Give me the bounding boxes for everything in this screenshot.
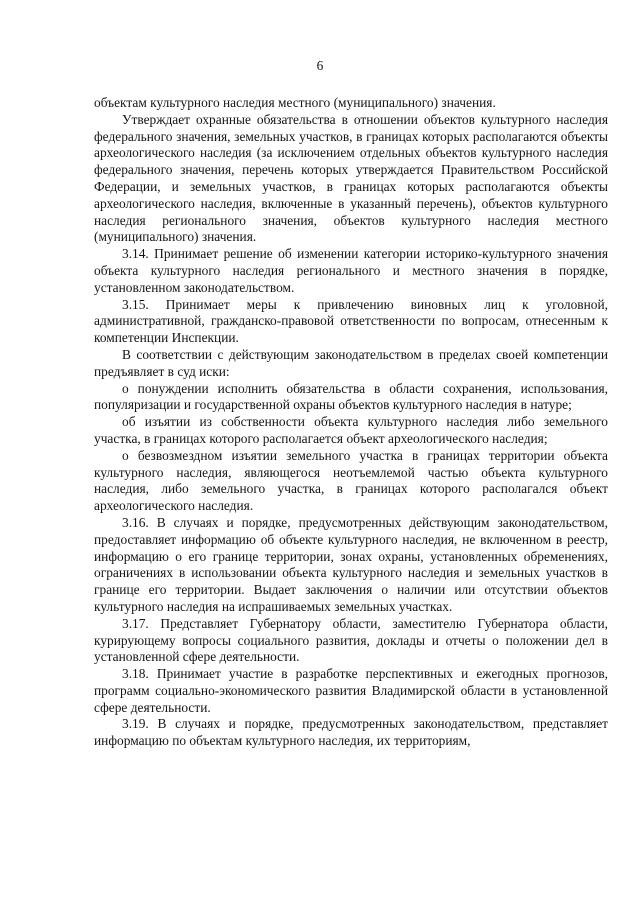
paragraph-claim-enforcement: о понуждении исполнить обязательства в области сохранения, использования, популяризации и государственной охраны объектов культурного наследия в натуре; <box>94 380 608 413</box>
paragraph-claim-free-seizure: о безвозмездном изъятии земельного участка в границах территории объекта культурного наследия, являющегося неотъемлемой частью объекта культурного наследия, либо земельного участка, в границах которого располагался объект археологического наследия. <box>94 447 608 514</box>
paragraph-3-17: 3.17. Представляет Губернатору области, заместителю Губернатора области, курирующему вопросы социального развития, доклады и отчеты о положении дел в установленной сфере деятельности. <box>94 615 608 665</box>
document-body <box>94 95 608 750</box>
paragraph-3-15: 3.15. Принимает меры к привлечению виновных лиц к уголовной, административной, гражданско-правовой ответственности по вопросам, отнесенным к компетенции Инспекции. <box>94 296 608 346</box>
paragraph-3-16: 3.16. В случаях и порядке, предусмотренных действующим законодательством, предоставляет информацию об объекте культурного наследия, не включенном в реестр, информацию о его границе территории, зонах охраны, установленных обременениях, ограничениях в использовании объекта культурного наследия и земельных участков в границе его территории. Выдает заключения о наличии или отсутствии объектов культурного наследия на испрашиваемых земельных участках. <box>94 514 608 614</box>
paragraph-continuation: объектам культурного наследия местного (муниципального) значения. <box>94 95 496 110</box>
paragraph-3-14: 3.14. Принимает решение об изменении категории историко-культурного значения объекта культурного наследия регионального и местного значения в порядке, установленном законодательством. <box>94 246 608 295</box>
paragraph-court-claims-intro: В соответствии с действующим законодательством в пределах своей компетенции предъявляет в суд иски: <box>94 346 608 379</box>
paragraph-3-19: 3.19. В случаях и порядке, предусмотренных законодательством, представляет информацию по объектам культурного наследия, их территориям, <box>94 716 608 749</box>
paragraph-claim-seizure: об изъятии из собственности объекта культурного наследия либо земельного участка, в границах которого располагается объект археологического наследия; <box>94 414 608 446</box>
paragraph-protection-obligations: Утверждает охранные обязательства в отношении объектов культурного наследия федерального значения, земельных участков, в границах которых располагаются объекты археологического наследия (за исключением отдельных объектов культурного наследия федерального значения, перечень которых утверждается Правительством Российской Федерации, и земельных участков, в границах которых располагаются объекты археологического наследия, включенные в указанный перечень), объектов культурного наследия регионального значения, объектов культурного наследия местного (муниципального) значения. <box>94 111 608 245</box>
paragraph-3-18: 3.18. Принимает участие в разработке перспективных и ежегодных прогнозов, программ социально-экономического развития Владимирской области в установленной сфере деятельности. <box>94 666 608 715</box>
page-number: 6 <box>316 58 324 73</box>
